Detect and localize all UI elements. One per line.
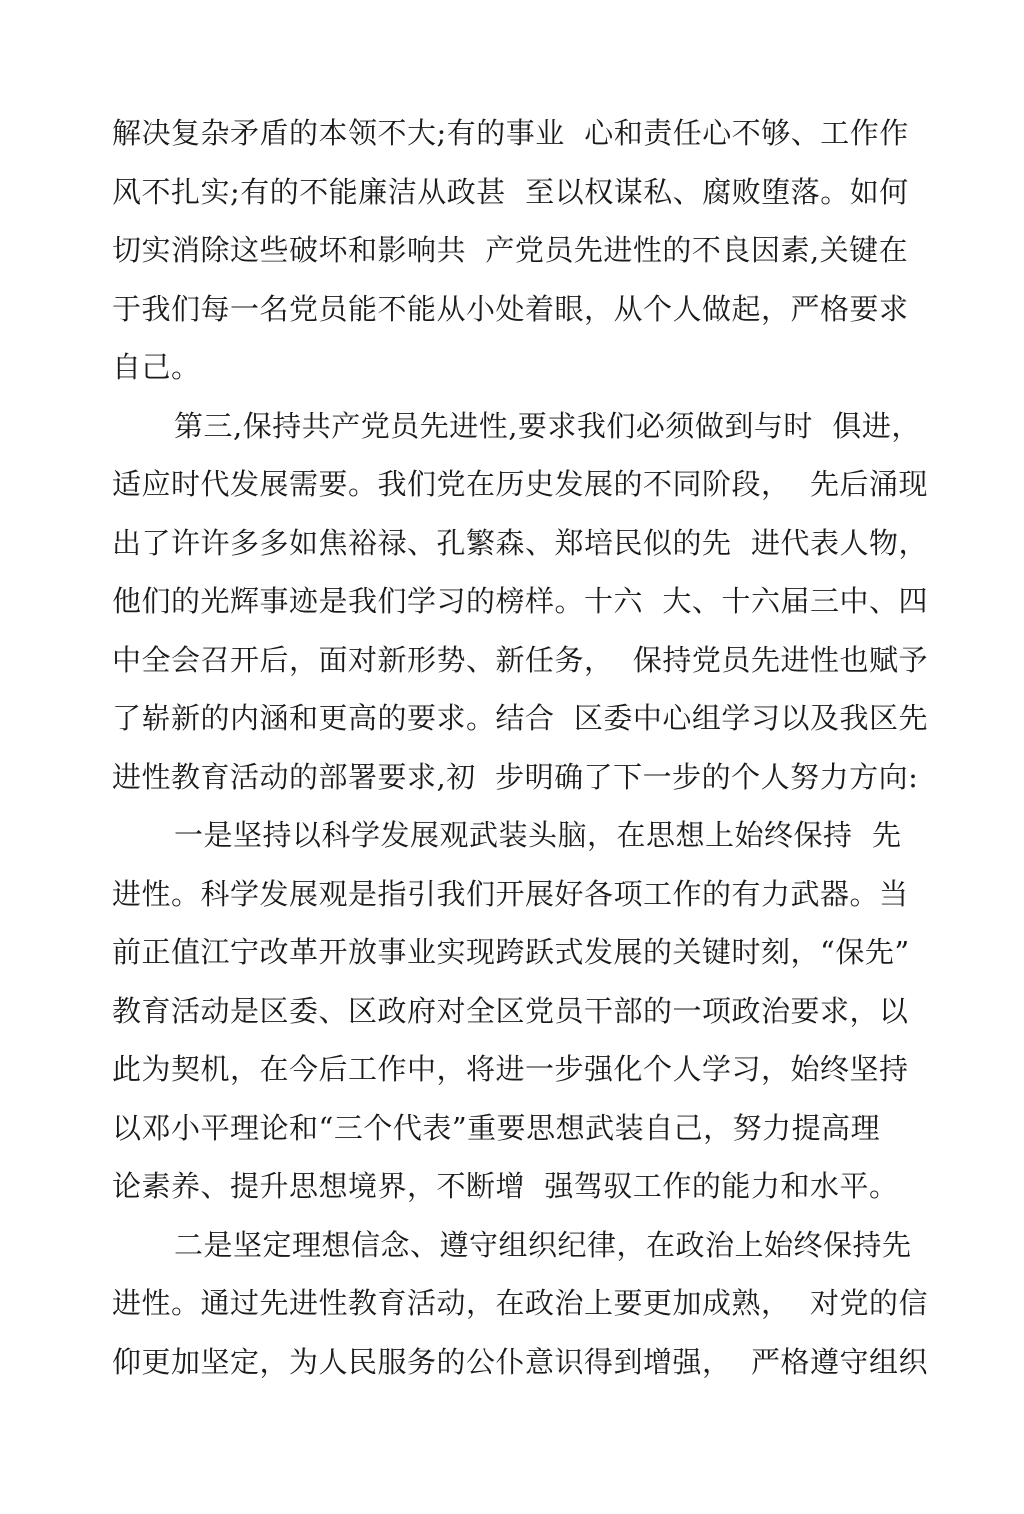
text-line: 以邓小平理论和“三个代表”重要思想武装自己，努力提高理 [112, 1110, 881, 1145]
text-line: 前正值江宁改革开放事业实现跨跃式发展的关键时刻，“保先” [112, 935, 910, 969]
text-line: 第三,保持共产党员先进性,要求我们必须做到与时 俱进， [174, 408, 921, 443]
text-line: 了崭新的内涵和更高的要求。结合 区委中心组学习以及我区先 [112, 701, 928, 735]
text-line: 于我们每一名党员能不能从小处着眼，从个人做起，严格要求 [112, 291, 909, 326]
text-line: 此为契机，在今后工作中，将进一步强化个人学习，始终坚持 [112, 1052, 909, 1086]
text-line: 中全会召开后，面对新形势、新任务， 保持党员先进性也赋予 [112, 642, 928, 677]
text-line: 出了许许多多如焦裕禄、孔繁森、郑培民似的先 进代表人物， [112, 525, 928, 560]
text-line: 解决复杂矛盾的本领不大;有的事业 心和责任心不够、工作作 [112, 116, 909, 150]
text-line: 教育活动是区委、区政府对全区党员干部的一项政治要求，以 [112, 993, 909, 1028]
text-line: 自己。 [112, 350, 201, 384]
paragraph [112, 1216, 932, 1392]
paragraph [112, 806, 932, 1216]
text-line: 适应时代发展需要。我们党在历史发展的不同阶段， 先后涌现 [112, 467, 928, 501]
text-line: 论素养、提升思想境界，不断增 强驾驭工作的能力和水平。 [112, 1169, 899, 1203]
text-line: 二是坚定理想信念、遵守组织纪律，在政治上始终保持先 [174, 1227, 912, 1262]
paragraph [112, 104, 932, 397]
text-body [112, 104, 932, 1391]
text-line: 切实消除这些破坏和影响共 产党员先进性的不良因素,关键在 [112, 233, 909, 267]
paragraph [112, 397, 932, 807]
text-line: 进性教育活动的部署要求,初 步明确了下一步的个人努力方向: [112, 759, 919, 794]
text-line: 一是坚持以科学发展观武装头脑，在思想上始终保持 先 [174, 818, 902, 852]
text-line: 进性。通过先进性教育活动，在政治上要更加成熟， 对党的信 [112, 1286, 928, 1320]
text-line: 他们的光辉事迹是我们学习的榜样。十六 大、十六届三中、四 [112, 584, 928, 618]
text-line: 风不扎实;有的不能廉洁从政甚 至以权谋私、腐败堕落。如何 [112, 174, 909, 209]
text-line: 仰更加坚定，为人民服务的公仆意识得到增强， 严格遵守组织 [112, 1344, 928, 1379]
text-line: 进性。科学发展观是指引我们开展好各项工作的有力武器。当 [112, 876, 909, 911]
